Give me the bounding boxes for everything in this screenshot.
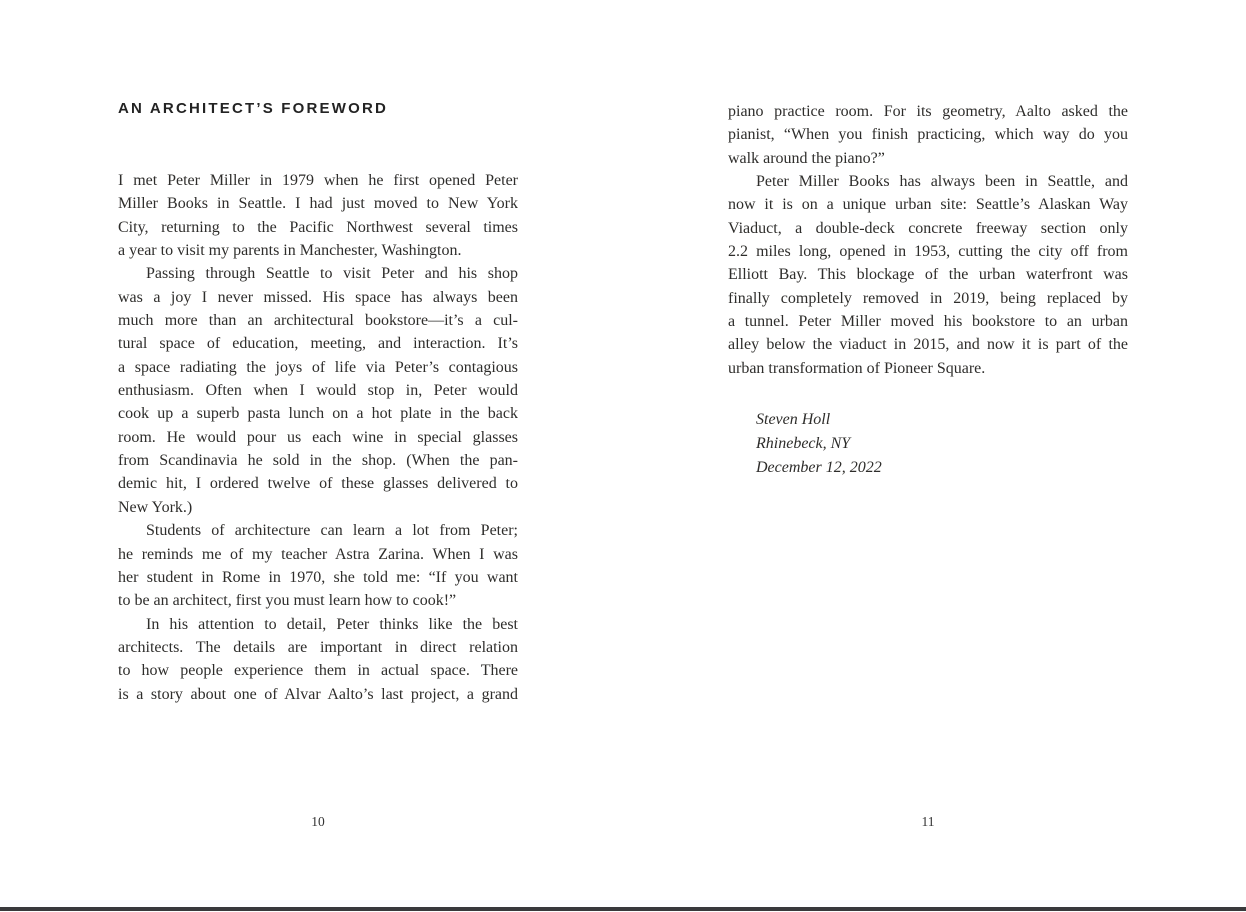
paragraph xyxy=(728,170,1128,380)
text-line: demic hit, I ordered twelve of these glasses delivered to xyxy=(118,475,518,493)
page-number-left: 10 xyxy=(311,814,325,829)
text-line: Passing through Seattle to visit Peter and his shop xyxy=(146,265,518,283)
signature-block xyxy=(756,408,882,480)
text-line: a space radiating the joys of life via Peter’s contagious xyxy=(118,358,518,376)
section-heading: AN ARCHITECT’S FOREWORD xyxy=(118,100,389,117)
text-line: walk around the piano?” xyxy=(728,149,885,167)
text-line: is a story about one of Alvar Aalto’s last project, a grand xyxy=(118,685,518,703)
signature-line: December 12, 2022 xyxy=(756,459,882,476)
text-line: her student in Rome in 1970, she told me: “If you want xyxy=(118,568,518,586)
text-line: Elliott Bay. This blockage of the urban waterfront was xyxy=(728,266,1128,284)
paragraph xyxy=(118,169,518,262)
text-line: tural space of education, meeting, and interaction. It’s xyxy=(118,335,518,353)
signature-line: Rhinebeck, NY xyxy=(756,435,851,452)
text-line: New York.) xyxy=(118,498,193,516)
text-line: piano practice room. For its geometry, Aalto asked the xyxy=(728,103,1128,120)
text-line: architects. The details are important in direct relation xyxy=(118,638,518,656)
text-line: much more than an architectural bookstore—it’s a cul- xyxy=(118,312,518,330)
text-line: to how people experience them in actual space. There xyxy=(118,662,518,680)
page-number-right: 11 xyxy=(921,814,935,829)
left-page-body-text xyxy=(118,169,518,706)
text-line: Miller Books in Seattle. I had just moved to New York xyxy=(118,195,518,213)
text-line: from Scandinavia he sold in the shop. (When the pan- xyxy=(118,452,518,470)
text-line: Viaduct, a double-deck concrete freeway section only xyxy=(728,219,1128,237)
text-line: now it is on a unique urban site: Seattle’s Alaskan Way xyxy=(728,196,1128,214)
signature-line: Steven Holl xyxy=(756,411,831,428)
text-line: a year to visit my parents in Manchester, Washington. xyxy=(118,242,462,260)
paragraph xyxy=(118,262,518,519)
text-line: Peter Miller Books has always been in Seattle, and xyxy=(756,173,1128,191)
bottom-bar xyxy=(0,907,1246,911)
paragraph xyxy=(118,519,518,612)
text-line: urban transformation of Pioneer Square. xyxy=(728,359,986,377)
paragraph xyxy=(728,100,1128,170)
right-page-body-text xyxy=(728,100,1128,380)
text-line: to be an architect, first you must learn how to cook!” xyxy=(118,592,457,610)
text-line: a tunnel. Peter Miller moved his bookstore to an urban xyxy=(728,313,1128,331)
text-line: finally completely removed in 2019, being replaced by xyxy=(728,289,1128,307)
text-line: room. He would pour us each wine in special glasses xyxy=(118,428,518,446)
paragraph xyxy=(118,613,518,706)
text-line: cook up a superb pasta lunch on a hot plate in the back xyxy=(118,405,518,423)
text-line: 2.2 miles long, opened in 1953, cutting the city off from xyxy=(728,243,1128,261)
text-line: City, returning to the Pacific Northwest several times xyxy=(118,218,518,236)
text-line: was a joy I never missed. His space has always been xyxy=(118,288,518,306)
text-line: alley below the viaduct in 2015, and now it is part of the xyxy=(728,336,1128,354)
text-line: I met Peter Miller in 1979 when he first opened Peter xyxy=(118,172,518,189)
text-line: pianist, “When you finish practicing, which way do you xyxy=(728,126,1128,144)
text-line: Students of architecture can learn a lot from Peter; xyxy=(146,522,518,540)
text-line: enthusiasm. Often when I would stop in, Peter would xyxy=(118,382,518,400)
text-line: In his attention to detail, Peter thinks like the best xyxy=(146,615,518,633)
text-line: he reminds me of my teacher Astra Zarina. When I was xyxy=(118,545,518,563)
